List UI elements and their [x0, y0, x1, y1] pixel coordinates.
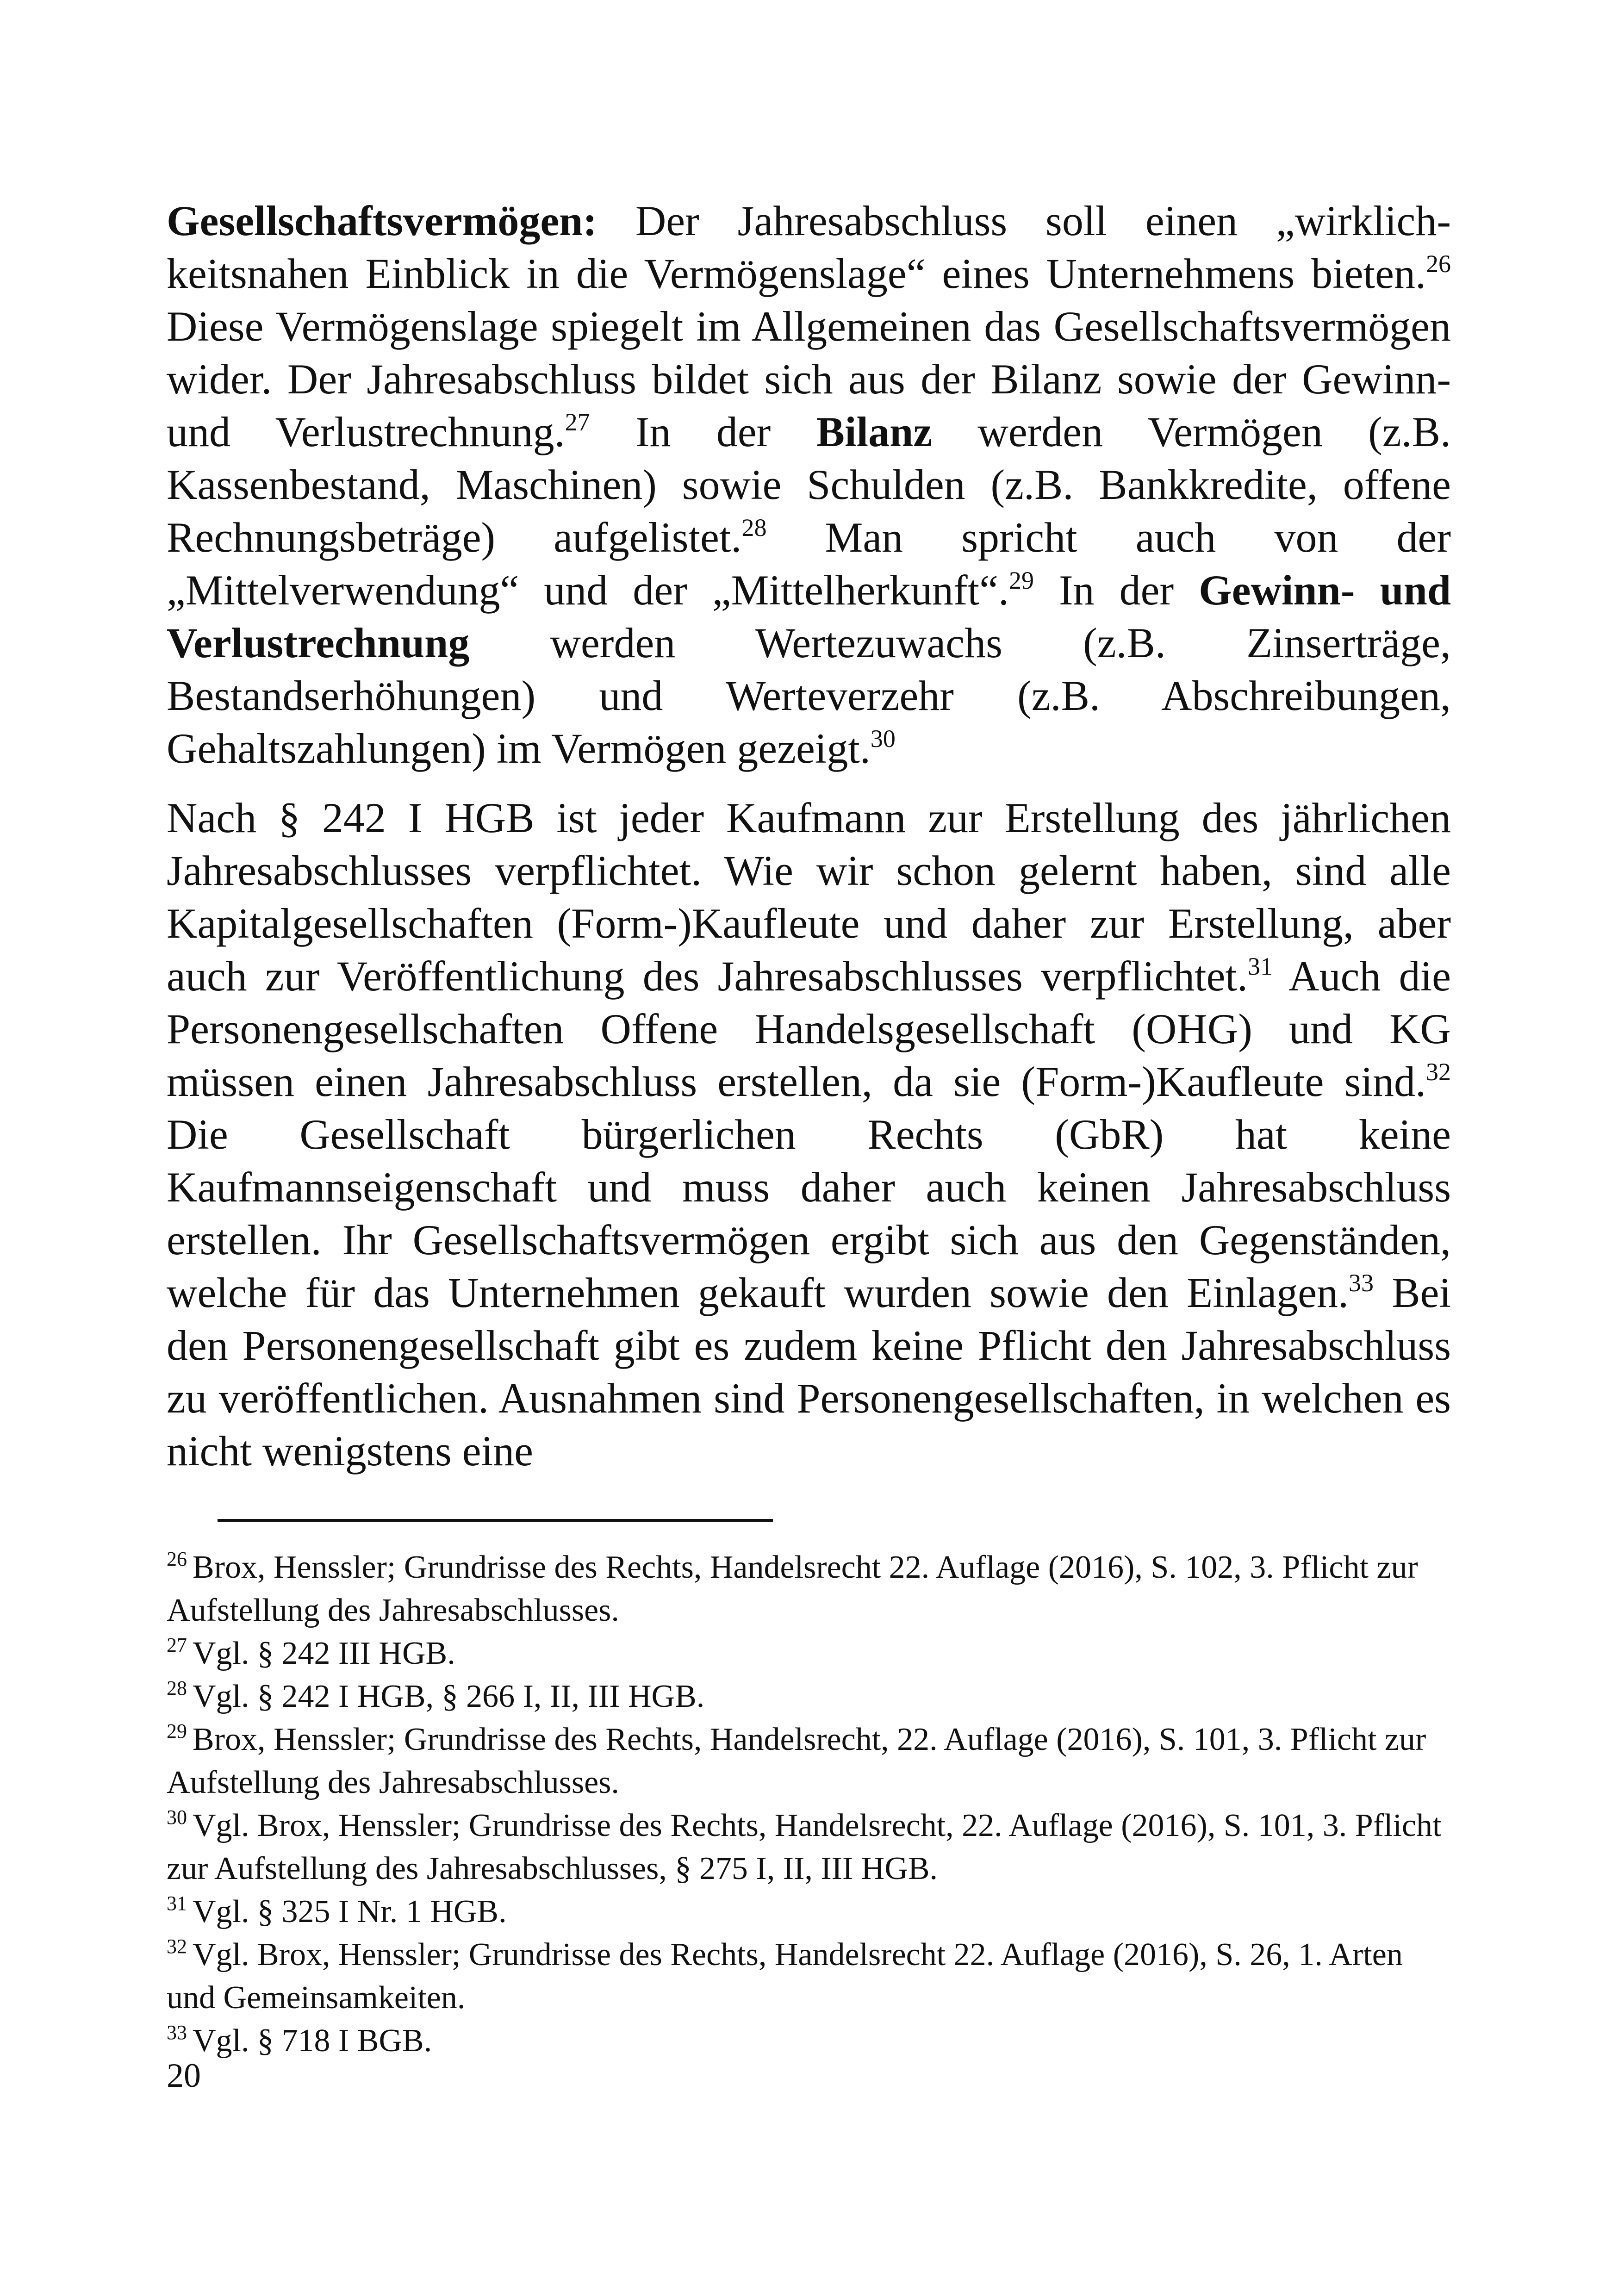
- page-number: 20: [167, 2057, 201, 2095]
- footnote-text: Vgl. § 718 I BGB.: [193, 2023, 432, 2059]
- footnote-text: Vgl. § 242 III HGB.: [193, 1636, 455, 1671]
- text-segment: In der: [1034, 566, 1199, 614]
- text-segment: Der Jahresabschluss soll einen „wirklichkeitsnahen Einblick in die Vermögenslage“ eines Unternehmens bieten.: [167, 197, 1451, 297]
- footnote-text: Brox, Henssler; Grundrisse des Rechts, Handelsrecht 22. Auflage (2016), S. 102, 3. Pflicht zur Aufstellung des Jahresabschlusses.: [167, 1549, 1418, 1628]
- footnote-28: [167, 1675, 1451, 1718]
- footnote-ref-30[interactable]: 30: [870, 725, 896, 753]
- footnote-33: [167, 2019, 1451, 2062]
- footnote-ref-27[interactable]: 27: [565, 408, 590, 436]
- footnote-number: 31: [167, 1892, 187, 1915]
- text-segment: Bei den Personengesellschaft gibt es zudem keine Pflicht den Jahresabschluss zu veröffentlichen. Ausnahmen sind Personengesellschaften, in welchen es nicht wenigstens eine: [167, 1269, 1451, 1475]
- footnote-number: 32: [167, 1935, 187, 1958]
- footnote-ref-31[interactable]: 31: [1248, 952, 1273, 980]
- footnote-number: 33: [167, 2021, 187, 2044]
- term-guv: Gewinn- und Verlustrechnung: [167, 566, 1451, 666]
- footnote-ref-29[interactable]: 29: [1009, 566, 1034, 594]
- footnotes: [167, 1546, 1451, 2062]
- footnote-30: [167, 1804, 1451, 1890]
- term-gesellschaftsvermoegen: Gesellschaftsvermögen:: [167, 197, 597, 244]
- footnote-31: [167, 1890, 1451, 1933]
- footnote-number: 30: [167, 1806, 187, 1829]
- footnote-text: Vgl. § 242 I HGB, § 266 I, II, III HGB.: [193, 1679, 705, 1714]
- text-segment: werden Wertezuwachs (z.B. Zinserträge, Bestandserhöhungen) und Werteverzehr (z.B. Abschreibungen, Gehaltszahlungen) im Vermögen gezeigt.: [167, 619, 1451, 772]
- paragraph-jahresabschluss-pflicht: [167, 791, 1451, 1477]
- text-segment: werden Vermögen (z.B. Kassenbestand, Maschinen) sowie Schulden (z.B. Bankkredite, offene Rechnungsbeträge) aufgelistet.: [167, 408, 1451, 561]
- paragraph-gesellschaftsvermoegen: [167, 194, 1451, 775]
- footnote-ref-28[interactable]: 28: [741, 514, 767, 541]
- footnote-number: 27: [167, 1634, 187, 1656]
- footnote-number: 29: [167, 1720, 187, 1742]
- footnote-text: Vgl. Brox, Henssler; Grundrisse des Rechts, Handelsrecht 22. Auflage (2016), S. 26, 1. Arten und Gemeinsamkeiten.: [167, 1937, 1403, 2016]
- footnote-ref-32[interactable]: 32: [1426, 1058, 1451, 1086]
- footnote-text: Brox, Henssler; Grundrisse des Rechts, Handelsrecht, 22. Auflage (2016), S. 101, 3. Pflicht zur Aufstellung des Jahresabschlusses.: [167, 1722, 1426, 1800]
- footnote-ref-26[interactable]: 26: [1426, 250, 1451, 278]
- text-segment: Man spricht auch von der „Mittelverwendung“ und der „Mittelherkunft“.: [167, 514, 1451, 614]
- footnote-27: [167, 1632, 1451, 1675]
- term-bilanz: Bilanz: [816, 408, 933, 455]
- footnote-separator: [218, 1519, 773, 1522]
- footnote-32: [167, 1933, 1451, 2019]
- footnote-26: [167, 1546, 1451, 1632]
- text-segment: Diese Vermögenslage spiegelt im Allgemeinen das Gesellschaftsvermögen wider. Der Jahresabschluss bildet sich aus der Bilanz sowie der Gewinn- und Verlustrechnung.: [167, 303, 1451, 455]
- text-segment: In der: [590, 408, 816, 455]
- text-segment: Die Gesellschaft bürgerlichen Rechts (GbR) hat keine Kaufmannseigenschaft und muss daher auch keinen Jahresabschluss erstellen. Ihr Gesellschaftsvermögen ergibt sich aus den Gegenständen, welche für das Unternehmen gekauft wurden sowie den Einlagen.: [167, 1111, 1451, 1316]
- footnote-text: Vgl. § 325 I Nr. 1 HGB.: [193, 1894, 507, 1929]
- footnote-number: 26: [167, 1548, 187, 1570]
- text-segment: Auch die Personengesellschaften Offene Handelsgesellschaft (OHG) und KG müssen einen Jahresabschluss erstellen, da sie (Form-)Kaufleute sind.: [167, 952, 1451, 1105]
- footnote-text: Vgl. Brox, Henssler; Grundrisse des Rechts, Handelsrecht, 22. Auflage (2016), S. 101, 3. Pflicht zur Aufstellung des Jahresabschlusses, § 275 I, II, III HGB.: [167, 1808, 1442, 1886]
- footnote-number: 28: [167, 1677, 187, 1699]
- body-text: [167, 194, 1451, 1494]
- text-segment: Nach § 242 I HGB ist jeder Kaufmann zur Erstellung des jährlichen Jahresabschlusses verpflichtet. Wie wir schon gelernt haben, sind alle Kapitalgesellschaften (Form-)Kaufleute und daher zur Erstellung, aber auch zur Veröffentlichung des Jahresabschlusses verpflichtet.: [167, 794, 1451, 1000]
- footnote-29: [167, 1718, 1451, 1804]
- footnote-ref-33[interactable]: 33: [1349, 1269, 1374, 1297]
